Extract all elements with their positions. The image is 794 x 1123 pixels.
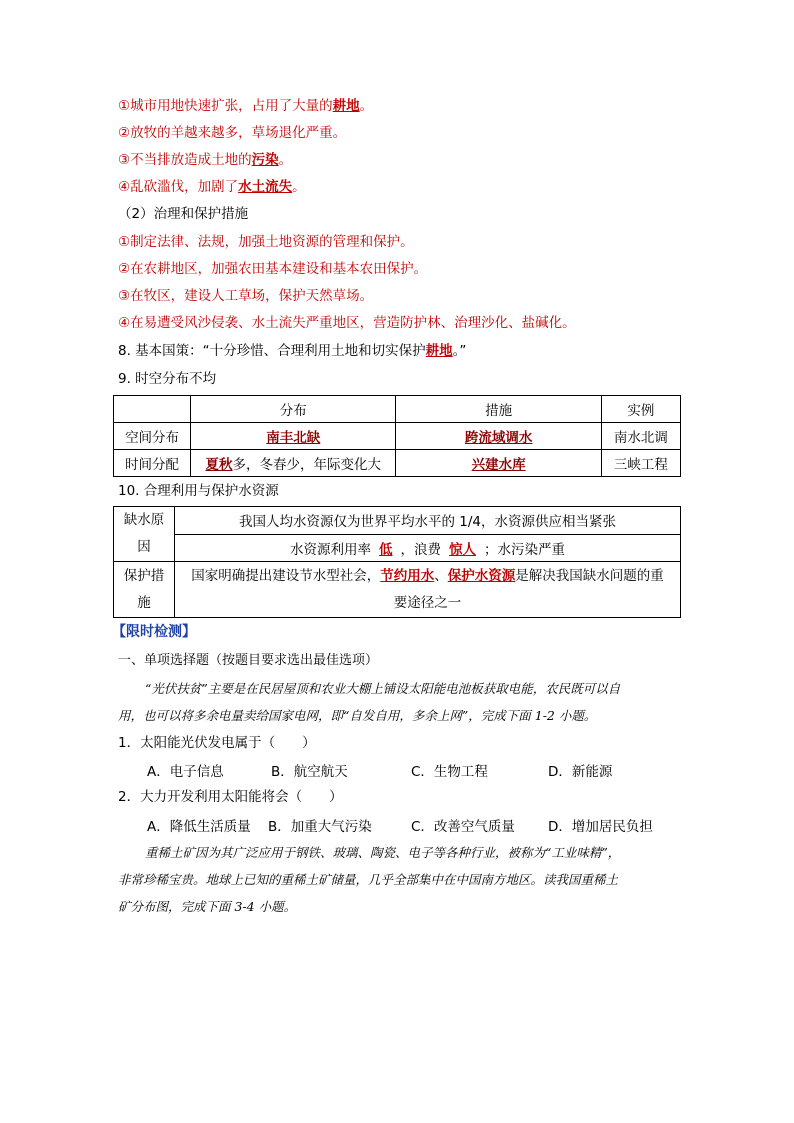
keyword: 水土流失 xyxy=(238,179,293,195)
table-row xyxy=(114,450,681,477)
keyword: 污染 xyxy=(251,152,279,168)
q1-option-c[interactable]: C．生物工程 xyxy=(411,764,488,780)
measure-1: ①制定法律、法规，加强土地资源的管理和保护。 xyxy=(118,234,414,250)
policy-line: 8. 基本国策：“十分珍惜、合理利用土地和切实保护耕地。” xyxy=(118,343,467,359)
row-label: 空间分布 xyxy=(114,423,191,450)
cause-3: ③不当排放造成土地的污染。 xyxy=(118,152,293,168)
q2-option-c[interactable]: C．改善空气质量 xyxy=(411,819,515,835)
q1-option-a[interactable]: A．电子信息 xyxy=(147,764,224,780)
distribution-table xyxy=(113,395,681,477)
q1-option-b[interactable]: B．航空航天 xyxy=(271,764,348,780)
measure-3: ③在牧区，建设人工草场，保护天然草场。 xyxy=(118,288,374,304)
q2-option-d[interactable]: D．增加居民负担 xyxy=(548,819,653,835)
measure-cell: 兴建水库 xyxy=(396,450,601,477)
table-row xyxy=(114,423,681,450)
test-heading: 【限时检测】 xyxy=(112,624,196,640)
table-header: 实例 xyxy=(601,396,680,423)
table-header: 措施 xyxy=(396,396,601,423)
protect-label: 保护措 施 xyxy=(114,562,175,618)
q2-option-a[interactable]: A．降低生活质量 xyxy=(147,819,251,835)
keyword: 耕地 xyxy=(332,98,360,114)
distribution-cell: 南丰北缺 xyxy=(191,423,396,450)
passage-2-line-3: 矿分布图，完成下面 3-4 小题。 xyxy=(118,899,297,914)
cause-label: 缺水原 因 xyxy=(114,507,175,562)
row-label: 时间分配 xyxy=(114,450,191,477)
table-header: 分布 xyxy=(191,396,396,423)
section-title: 一、单项选择题（按题目要求选出最佳选项） xyxy=(118,653,379,668)
cause-4: ④乱砍滥伐，加剧了水土流失。 xyxy=(118,179,306,195)
question-2-stem: 2．大力开发利用太阳能将会（ ） xyxy=(118,789,343,805)
passage-2-line-2: 非常珍稀宝贵。地球上已知的重稀土矿储量，几乎全部集中在中国南方地区。读我国重稀土 xyxy=(118,872,619,887)
protect-content: 国家明确提出建设节水型社会，节约用水、保护水资源是解决我国缺水问题的重 要途径之一 xyxy=(175,562,681,618)
cause-2: ②放牧的羊越来越多，草场退化严重。 xyxy=(118,125,347,141)
cause-line-2: 水资源利用率 低 ，浪费 惊人 ；水污染严重 xyxy=(175,534,681,562)
table2-title: 10. 合理利用与保护水资源 xyxy=(118,483,279,499)
distribution-cell: 夏秋多，冬春少，年际变化大 xyxy=(191,450,396,477)
answer-blank: 惊人 xyxy=(449,541,476,558)
example-cell: 三峡工程 xyxy=(601,450,680,477)
measure-cell: 跨流域调水 xyxy=(396,423,601,450)
cause-line-1: 我国人均水资源仅为世界平均水平的 1/4，水资源供应相当紧张 xyxy=(175,507,681,535)
passage-2-line-1: 重稀土矿因为其广泛应用于钢铁、玻璃、陶瓷、电子等各种行业，被称为“工业味精”， xyxy=(145,845,621,860)
water-resource-table xyxy=(113,506,681,618)
cause-1: ①城市用地快速扩张，占用了大量的耕地。 xyxy=(118,98,374,114)
answer-blank: 低 xyxy=(379,541,393,558)
example-cell: 南水北调 xyxy=(601,423,680,450)
measure-2: ②在农耕地区，加强农田基本建设和基本农田保护。 xyxy=(118,261,428,277)
q1-option-d[interactable]: D．新能源 xyxy=(548,764,613,780)
q2-option-b[interactable]: B．加重大气污染 xyxy=(268,819,372,835)
table-header xyxy=(114,396,191,423)
table1-title: 9. 时空分布不均 xyxy=(118,371,217,387)
measures-title: （2）治理和保护措施 xyxy=(118,206,249,222)
question-1-stem: 1．太阳能光伏发电属于（ ） xyxy=(118,735,316,751)
passage-1-line-1: “光伏扶贫”主要是在民居屋顶和农业大棚上铺设太阳能电池板获取电能，农民既可以自 xyxy=(145,681,621,696)
passage-1-line-2: 用，也可以将多余电量卖给国家电网，即“自发自用，多余上网”，完成下面 1-2 小题。 xyxy=(118,708,597,723)
measure-4: ④在易遭受风沙侵袭、水土流失严重地区，营造防护林、治理沙化、盐碱化。 xyxy=(118,315,576,331)
keyword: 耕地 xyxy=(425,343,453,359)
